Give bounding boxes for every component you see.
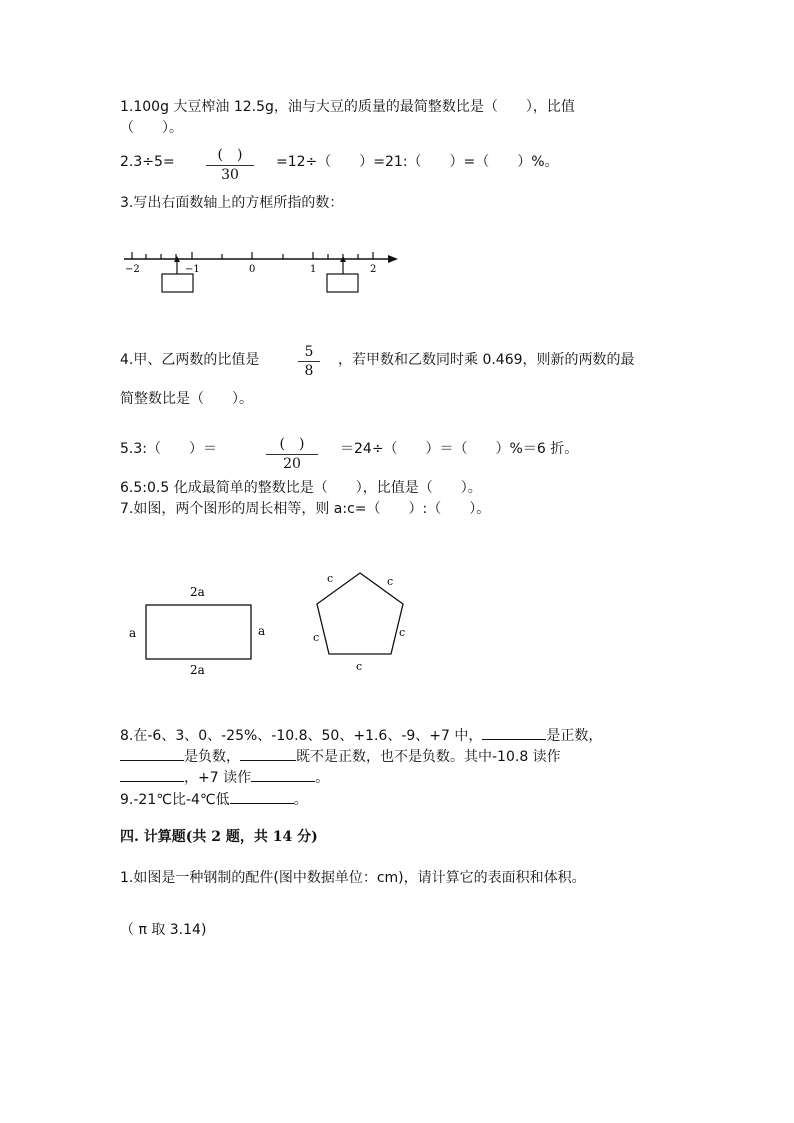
- q8-line3-text-a: ，+7 读作: [184, 770, 252, 786]
- q2-fraction: [206, 144, 254, 183]
- q4-line2: 简整数比是（ ）。: [120, 391, 253, 407]
- q8-line2-text-a: 是负数，: [184, 749, 240, 765]
- tick-label-1: 1: [310, 264, 317, 275]
- arrow-icon: [388, 255, 398, 263]
- q3-text: 3.写出右面数轴上的方框所指的数：: [120, 195, 344, 211]
- answer-blank[interactable]: [120, 767, 184, 782]
- answer-blank[interactable]: [482, 725, 546, 740]
- rectangle-shape: [146, 605, 251, 659]
- q9-text-a: 9.-21℃比-4℃低: [120, 792, 230, 808]
- section4-note: （ π 取 3.14): [120, 922, 207, 938]
- rect-top-label: 2a: [190, 585, 205, 599]
- fraction-bar: [206, 165, 254, 166]
- pentagon-label-c1: c: [327, 572, 334, 585]
- q2-suffix: =12÷（ ）=21:（ ）=（ ）%。: [276, 154, 559, 170]
- q4-fraction: [298, 344, 320, 379]
- rect-left-label: a: [129, 626, 137, 640]
- q5-fraction-numerator: ( ): [279, 436, 305, 452]
- q5-fraction-denominator: 20: [283, 456, 301, 472]
- tick-label-neg1: −1: [185, 264, 200, 275]
- pentagon-label-c5: c: [313, 631, 320, 644]
- answer-blank[interactable]: [230, 789, 294, 804]
- answer-blank[interactable]: [120, 746, 184, 761]
- q5-prefix: 5.3:（ ）＝: [120, 441, 217, 457]
- fraction-bar: [266, 454, 318, 455]
- answer-box-right: [327, 274, 358, 292]
- q2-fraction-numerator: ( ): [217, 147, 243, 163]
- q4-fraction-denominator: 8: [304, 363, 314, 379]
- q9-text-b: 。: [293, 792, 308, 808]
- pentagon-label-c3: c: [399, 626, 406, 639]
- q4-prefix: 4.甲、乙两数的比值是: [120, 352, 260, 368]
- answer-box-left: [162, 274, 193, 292]
- q8-line3-text-b: 。: [315, 770, 330, 786]
- rect-bottom-label: 2a: [190, 663, 205, 677]
- perimeter-figure: [120, 565, 420, 680]
- section4-q1: 1.如图是一种钢制的配件(图中数据单位：cm)，请计算它的表面积和体积。: [120, 870, 586, 886]
- q4-fraction-numerator: 5: [304, 344, 314, 360]
- q2-fraction-denominator: 30: [221, 167, 239, 183]
- q2-prefix: 2.3÷5=: [120, 154, 175, 170]
- number-line-ticks: [132, 252, 373, 259]
- q9-line: [120, 789, 308, 810]
- q6-text: 6.5:0.5 化成最简单的整数比是（ ），比值是（ ）。: [120, 480, 482, 496]
- q5-suffix: ＝24÷（ ）＝（ ）%＝6 折。: [340, 441, 579, 457]
- answer-blank[interactable]: [240, 746, 296, 761]
- q4-suffix: ，若甲数和乙数同时乘 0.469，则新的两数的最: [338, 352, 635, 368]
- q7-text: 7.如图，两个图形的周长相等，则 a:c=（ ）:（ ）。: [120, 501, 491, 517]
- pentagon-label-c4: c: [356, 660, 363, 673]
- q8-line2: [120, 746, 561, 767]
- q8-line1: [120, 725, 602, 746]
- fraction-bar: [298, 361, 320, 362]
- q8-line2-text-b: 既不是正数，也不是负数。其中-10.8 读作: [296, 749, 561, 765]
- number-line-figure: [118, 238, 408, 298]
- q1-line2: （ ）。: [120, 120, 183, 136]
- tick-label-neg2: −2: [125, 264, 140, 275]
- tick-label-2: 2: [370, 264, 377, 275]
- q8-line3: [120, 767, 329, 788]
- pentagon-label-c2: c: [387, 575, 394, 588]
- q8-line1-text-b: 是正数，: [546, 728, 603, 744]
- answer-blank[interactable]: [251, 767, 315, 782]
- q1-line1: 1.100g 大豆榨油 12.5g，油与大豆的质量的最简整数比是（ ），比值: [120, 99, 575, 115]
- rect-right-label: a: [258, 624, 266, 638]
- tick-label-0: 0: [249, 264, 256, 275]
- q5-fraction: [266, 433, 318, 472]
- q8-line1-text-a: 8.在-6、3、0、-25%、-10.8、50、+1.6、-9、+7 中，: [120, 728, 483, 744]
- section-heading: 四. 计算题(共 2 题，共 14 分): [120, 829, 318, 845]
